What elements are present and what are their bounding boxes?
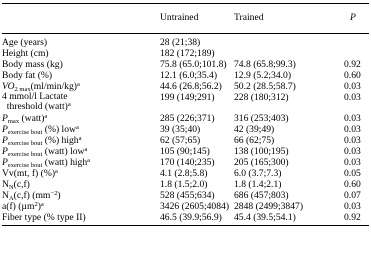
cell-untrained: 528 (455;634): [160, 190, 215, 201]
cell-p: 0.03: [344, 201, 361, 212]
cell-p: 0.60: [344, 70, 361, 81]
footnote-mark: a: [67, 100, 71, 108]
cell-p: 0.03: [344, 135, 361, 146]
label-tail: ): [37, 201, 41, 212]
table-row: [2, 124, 369, 135]
header-rule: [2, 33, 369, 34]
table-row: [2, 113, 369, 124]
cell-p: 0.05: [344, 168, 361, 179]
label-line-2: threshold (watt): [6, 100, 68, 112]
cell-trained: 45.4 (39.5;54.1): [234, 212, 296, 223]
table-row: [2, 201, 369, 212]
table-row: [2, 190, 369, 201]
cell-p: 0.92: [344, 212, 361, 223]
table-row: [2, 135, 369, 146]
row-label: [2, 92, 71, 111]
footnote-mark: a: [78, 135, 82, 142]
row-label: [2, 168, 58, 179]
cell-p: 0.60: [344, 179, 361, 190]
cell-untrained: 1.8 (1.5;2.0): [160, 179, 208, 190]
header-row: [2, 12, 369, 23]
label-sub: exercise bout: [7, 129, 43, 136]
label-rest: (watt) high: [42, 157, 88, 168]
label-main: N: [2, 190, 9, 201]
row-label: Body mass (kg): [2, 59, 63, 70]
label-main: N: [2, 179, 9, 190]
row-label: Height (cm): [2, 48, 49, 59]
label-main: P: [2, 113, 8, 124]
table-row: [2, 179, 369, 190]
label-line-1: 4 mmol/l Lactate: [2, 91, 68, 102]
label-main: P: [2, 135, 8, 146]
table-row: [2, 168, 369, 179]
footnote-mark: a: [87, 157, 91, 164]
cell-trained: 12.9 (5.2;34.0): [234, 70, 292, 81]
cell-p: 0.92: [344, 59, 361, 70]
cell-p: 0.03: [344, 81, 361, 92]
footnote-mark: a: [75, 124, 79, 131]
cell-untrained: 44.6 (26.8;56.2): [160, 81, 222, 92]
cell-untrained: 3426 (2605;4084): [160, 201, 230, 212]
cell-trained: 42 (39;49): [234, 124, 275, 135]
cell-trained: 6.0 (3.7;7.3): [234, 168, 282, 179]
cell-trained: 1.8 (1.4;2.1): [234, 179, 282, 190]
table-row: [2, 48, 369, 59]
cell-untrained: 75.8 (65.0;101.8): [160, 59, 227, 70]
cell-untrained: 199 (149;291): [160, 92, 215, 103]
cell-p: 0.03: [344, 124, 361, 135]
cell-untrained: 182 (172;189): [160, 48, 215, 59]
cell-untrained: 4.1 (2.8;5.8): [160, 168, 208, 179]
cell-untrained: 28 (21;38): [160, 37, 201, 48]
cell-trained: 205 (165;300): [234, 157, 289, 168]
label-rest: (watt): [19, 113, 45, 124]
label-main: P: [2, 157, 8, 168]
footnote-mark: a: [76, 81, 80, 88]
exponent: −2: [50, 190, 58, 197]
cell-p: 0.03: [344, 146, 361, 157]
label-sub: exercise bout: [7, 140, 43, 147]
table-row: [2, 37, 369, 48]
label-rest: (%) high: [42, 135, 79, 146]
top-rule: [2, 3, 369, 4]
cell-untrained: 39 (35;40): [160, 124, 201, 135]
label-main: Vv(mt, f) (%): [2, 168, 56, 179]
label-rest: (%) low: [42, 124, 76, 135]
cell-p: 0.03: [344, 157, 361, 168]
header-p: P: [350, 12, 356, 23]
table-row: [2, 212, 369, 223]
cell-trained: 228 (180;312): [234, 92, 289, 103]
cell-p: 0.07: [344, 190, 361, 201]
cell-trained: 686 (457;803): [234, 190, 289, 201]
cell-untrained: 170 (140;235): [160, 157, 215, 168]
label-tail: ): [57, 190, 61, 201]
cell-trained: 2848 (2499;3847): [234, 201, 304, 212]
cell-untrained: 62 (57;65): [160, 135, 201, 146]
label-main: VO: [2, 81, 15, 92]
row-label: Age (years): [2, 37, 48, 48]
label-main: P: [2, 124, 8, 135]
cell-p: 0.03: [344, 113, 361, 124]
label-sub: exercise bout: [7, 162, 43, 169]
label-rest: (c,f): [13, 179, 30, 190]
label-sub: A: [8, 195, 14, 202]
cell-untrained: 285 (226;371): [160, 113, 215, 124]
cell-trained: 74.8 (65.8;99.3): [234, 59, 296, 70]
header-trained: Trained: [234, 12, 264, 23]
footnote-mark: a: [44, 113, 48, 120]
header-untrained: Untrained: [160, 12, 199, 23]
exponent: 2: [34, 201, 38, 208]
label-sub: exercise bout: [7, 151, 43, 158]
table-row: [2, 92, 369, 112]
label-rest: (ml/min/kg): [30, 81, 77, 92]
table-row: [2, 146, 369, 157]
table-row: [2, 59, 369, 70]
label-rest: (c,f) (mm: [13, 190, 51, 201]
footnote-mark: a: [55, 168, 58, 175]
footnote-mark: a: [84, 146, 88, 153]
label-sub: 2 max: [14, 86, 31, 93]
label-main: P: [2, 146, 8, 157]
label-sub: max: [7, 118, 20, 125]
table-row: [2, 70, 369, 81]
cell-trained: 66 (62;75): [234, 135, 275, 146]
cell-trained: 138 (100;195): [234, 146, 289, 157]
row-label: Body fat (%): [2, 70, 53, 81]
bottom-rule: [2, 225, 369, 226]
label-sub: N: [8, 184, 14, 191]
label-rest: (watt) low: [42, 146, 85, 157]
table-row: [2, 157, 369, 168]
cell-trained: 316 (253;403): [234, 113, 289, 124]
footnote-mark: a: [40, 201, 44, 208]
label-main: a(f) (µm: [2, 201, 35, 212]
row-label: Fiber type (% type II): [2, 212, 86, 223]
cell-p: 0.03: [344, 92, 361, 103]
cell-trained: 50.2 (28.5;58.7): [234, 81, 296, 92]
label-line-2-wrap: [2, 102, 71, 112]
cell-untrained: 12.1 (6.0;35.4): [160, 70, 218, 81]
cell-untrained: 105 (90;145): [160, 146, 210, 157]
cell-untrained: 46.5 (39.9;56.9): [160, 212, 222, 223]
row-label: [2, 201, 44, 212]
